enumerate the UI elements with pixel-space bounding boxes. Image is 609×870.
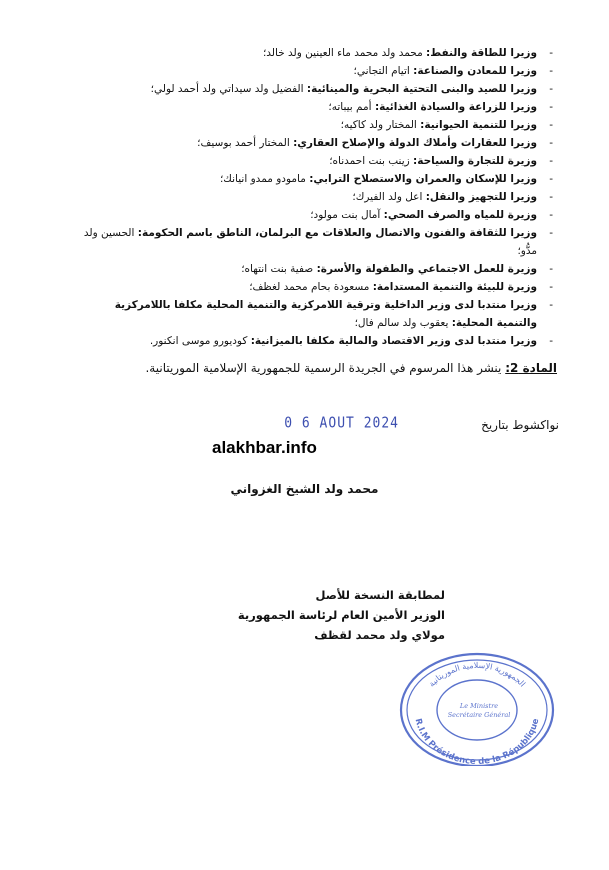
minister-role: وزيرا للتنمية الحيوانية: <box>420 119 537 131</box>
list-dash: - <box>549 209 553 221</box>
minister-role: وزيرا منتدبا لدى وزير الاقتصاد والمالية مكلفا بالميزانية: <box>250 335 537 347</box>
article-text: ينشر هذا المرسوم في الجريدة الرسمية للجمهورية الإسلامية الموريتانية. <box>145 361 502 375</box>
minister-role: وزيرة للتجارة والسياحة: <box>413 155 537 167</box>
seal-center-line-2: Secrétaire Général <box>447 711 511 719</box>
list-dash: - <box>549 263 553 275</box>
minister-name: صفية بنت انتهاه؛ <box>241 263 314 275</box>
minister-name: زينب بنت احمدناه؛ <box>329 155 410 167</box>
list-dash: - <box>549 65 553 77</box>
minister-list <box>73 44 553 350</box>
minister-role: وزيرا للطاقة والنفط: <box>426 47 537 59</box>
minister-item <box>73 152 553 170</box>
certification-line-3: مولاي ولد محمد لقظف <box>314 628 445 642</box>
certification-line-2: الوزير الأمين العام لرئاسة الجمهورية <box>237 608 445 622</box>
minister-item <box>73 296 553 332</box>
minister-name: اعل ولد الفيرك؛ <box>352 191 423 203</box>
minister-name: آمال بنت مولود؛ <box>310 209 381 221</box>
minister-name: المختار ولد كاكيه؛ <box>340 119 417 131</box>
seal-center-line-1: Le Ministre <box>459 702 499 710</box>
minister-item <box>73 206 553 224</box>
seal-top-text: الجمهورية الإسلامية الموريتانية <box>427 660 528 689</box>
list-dash: - <box>549 299 553 311</box>
minister-item <box>73 224 553 260</box>
certification-block <box>185 585 445 645</box>
minister-name: مامودو ممدو انيانك؛ <box>219 173 306 185</box>
minister-item <box>73 80 553 98</box>
list-dash: - <box>549 335 553 347</box>
list-dash: - <box>549 155 553 167</box>
list-dash: - <box>549 119 553 131</box>
list-dash: - <box>549 191 553 203</box>
minister-name: أمم بيباته؛ <box>328 101 372 113</box>
minister-item <box>73 134 553 152</box>
minister-role: وزيرا منتدبا لدى وزير الداخلية وترقية اللامركزية والتنمية المحلية مكلفا باللامركزية والتنمية المحلية: <box>114 299 537 329</box>
minister-item <box>73 188 553 206</box>
minister-name: كوديورو موسى انكنور. <box>149 335 248 347</box>
date-stamp: 0 6 AOUT 2024 <box>284 414 399 433</box>
minister-role: وزيرا للإسكان والعمران والاستصلاح الترابي: <box>309 173 537 185</box>
place-label: نواكشوط بتاريخ <box>481 418 559 432</box>
minister-name: الحسين ولد مدُّو؛ <box>83 227 537 257</box>
official-seal-icon <box>393 646 558 766</box>
minister-role: وزيرا للمعادن والصناعة: <box>413 65 537 77</box>
minister-item <box>73 278 553 296</box>
minister-role: وزيرا للزراعة والسيادة الغذائية: <box>374 101 537 113</box>
minister-item <box>73 332 553 350</box>
minister-name: اتيام التجاني؛ <box>353 65 410 77</box>
minister-item <box>73 170 553 188</box>
minister-name: المختار أحمد بوسيف؛ <box>197 137 290 149</box>
article-2 <box>57 358 557 378</box>
list-dash: - <box>549 173 553 185</box>
minister-role: وزيرا للصيد والبنى التحتية البحرية والمينائية: <box>306 83 537 95</box>
minister-item <box>73 44 553 62</box>
watermark-text: alakhbar.info <box>212 438 317 457</box>
signatory-name: محمد ولد الشيخ الغزواني <box>230 482 379 496</box>
article-label: المادة 2: <box>505 361 557 375</box>
minister-name: مسعودة بحام محمد لغظف؛ <box>249 281 370 293</box>
minister-role: وزيرا للعقارات وأملاك الدولة والإصلاح العقاري: <box>293 137 537 149</box>
minister-role: وزيرة للعمل الاجتماعي والطفولة والأسرة: <box>316 263 537 275</box>
minister-item <box>73 62 553 80</box>
list-dash: - <box>549 227 553 239</box>
minister-role: وزيرة للمياه والصرف الصحي: <box>383 209 537 221</box>
date-line <box>39 416 559 440</box>
list-dash: - <box>549 101 553 113</box>
minister-item <box>73 260 553 278</box>
certification-line-1: لمطابقة النسخة للأصل <box>315 588 445 602</box>
list-dash: - <box>549 83 553 95</box>
seal-bottom-text: R.I.M Présidence de la République <box>412 717 542 766</box>
list-dash: - <box>549 137 553 149</box>
list-dash: - <box>549 47 553 59</box>
minister-role: وزيرا للتجهيز والنقل: <box>425 191 537 203</box>
minister-role: وزيرا للثقافة والفنون والاتصال والعلاقات مع البرلمان، الناطق باسم الحكومة: <box>137 227 537 239</box>
minister-item <box>73 98 553 116</box>
minister-name: محمد ولد محمد ماء العينين ولد خالد؛ <box>262 47 423 59</box>
minister-item <box>73 116 553 134</box>
minister-name: الفضيل ولد سيداتي ولد أحمد لولي؛ <box>150 83 304 95</box>
minister-name: يعقوب ولد سالم فال؛ <box>354 317 449 329</box>
list-dash: - <box>549 281 553 293</box>
minister-role: وزيرة للبيئة والتنمية المستدامة: <box>372 281 537 293</box>
